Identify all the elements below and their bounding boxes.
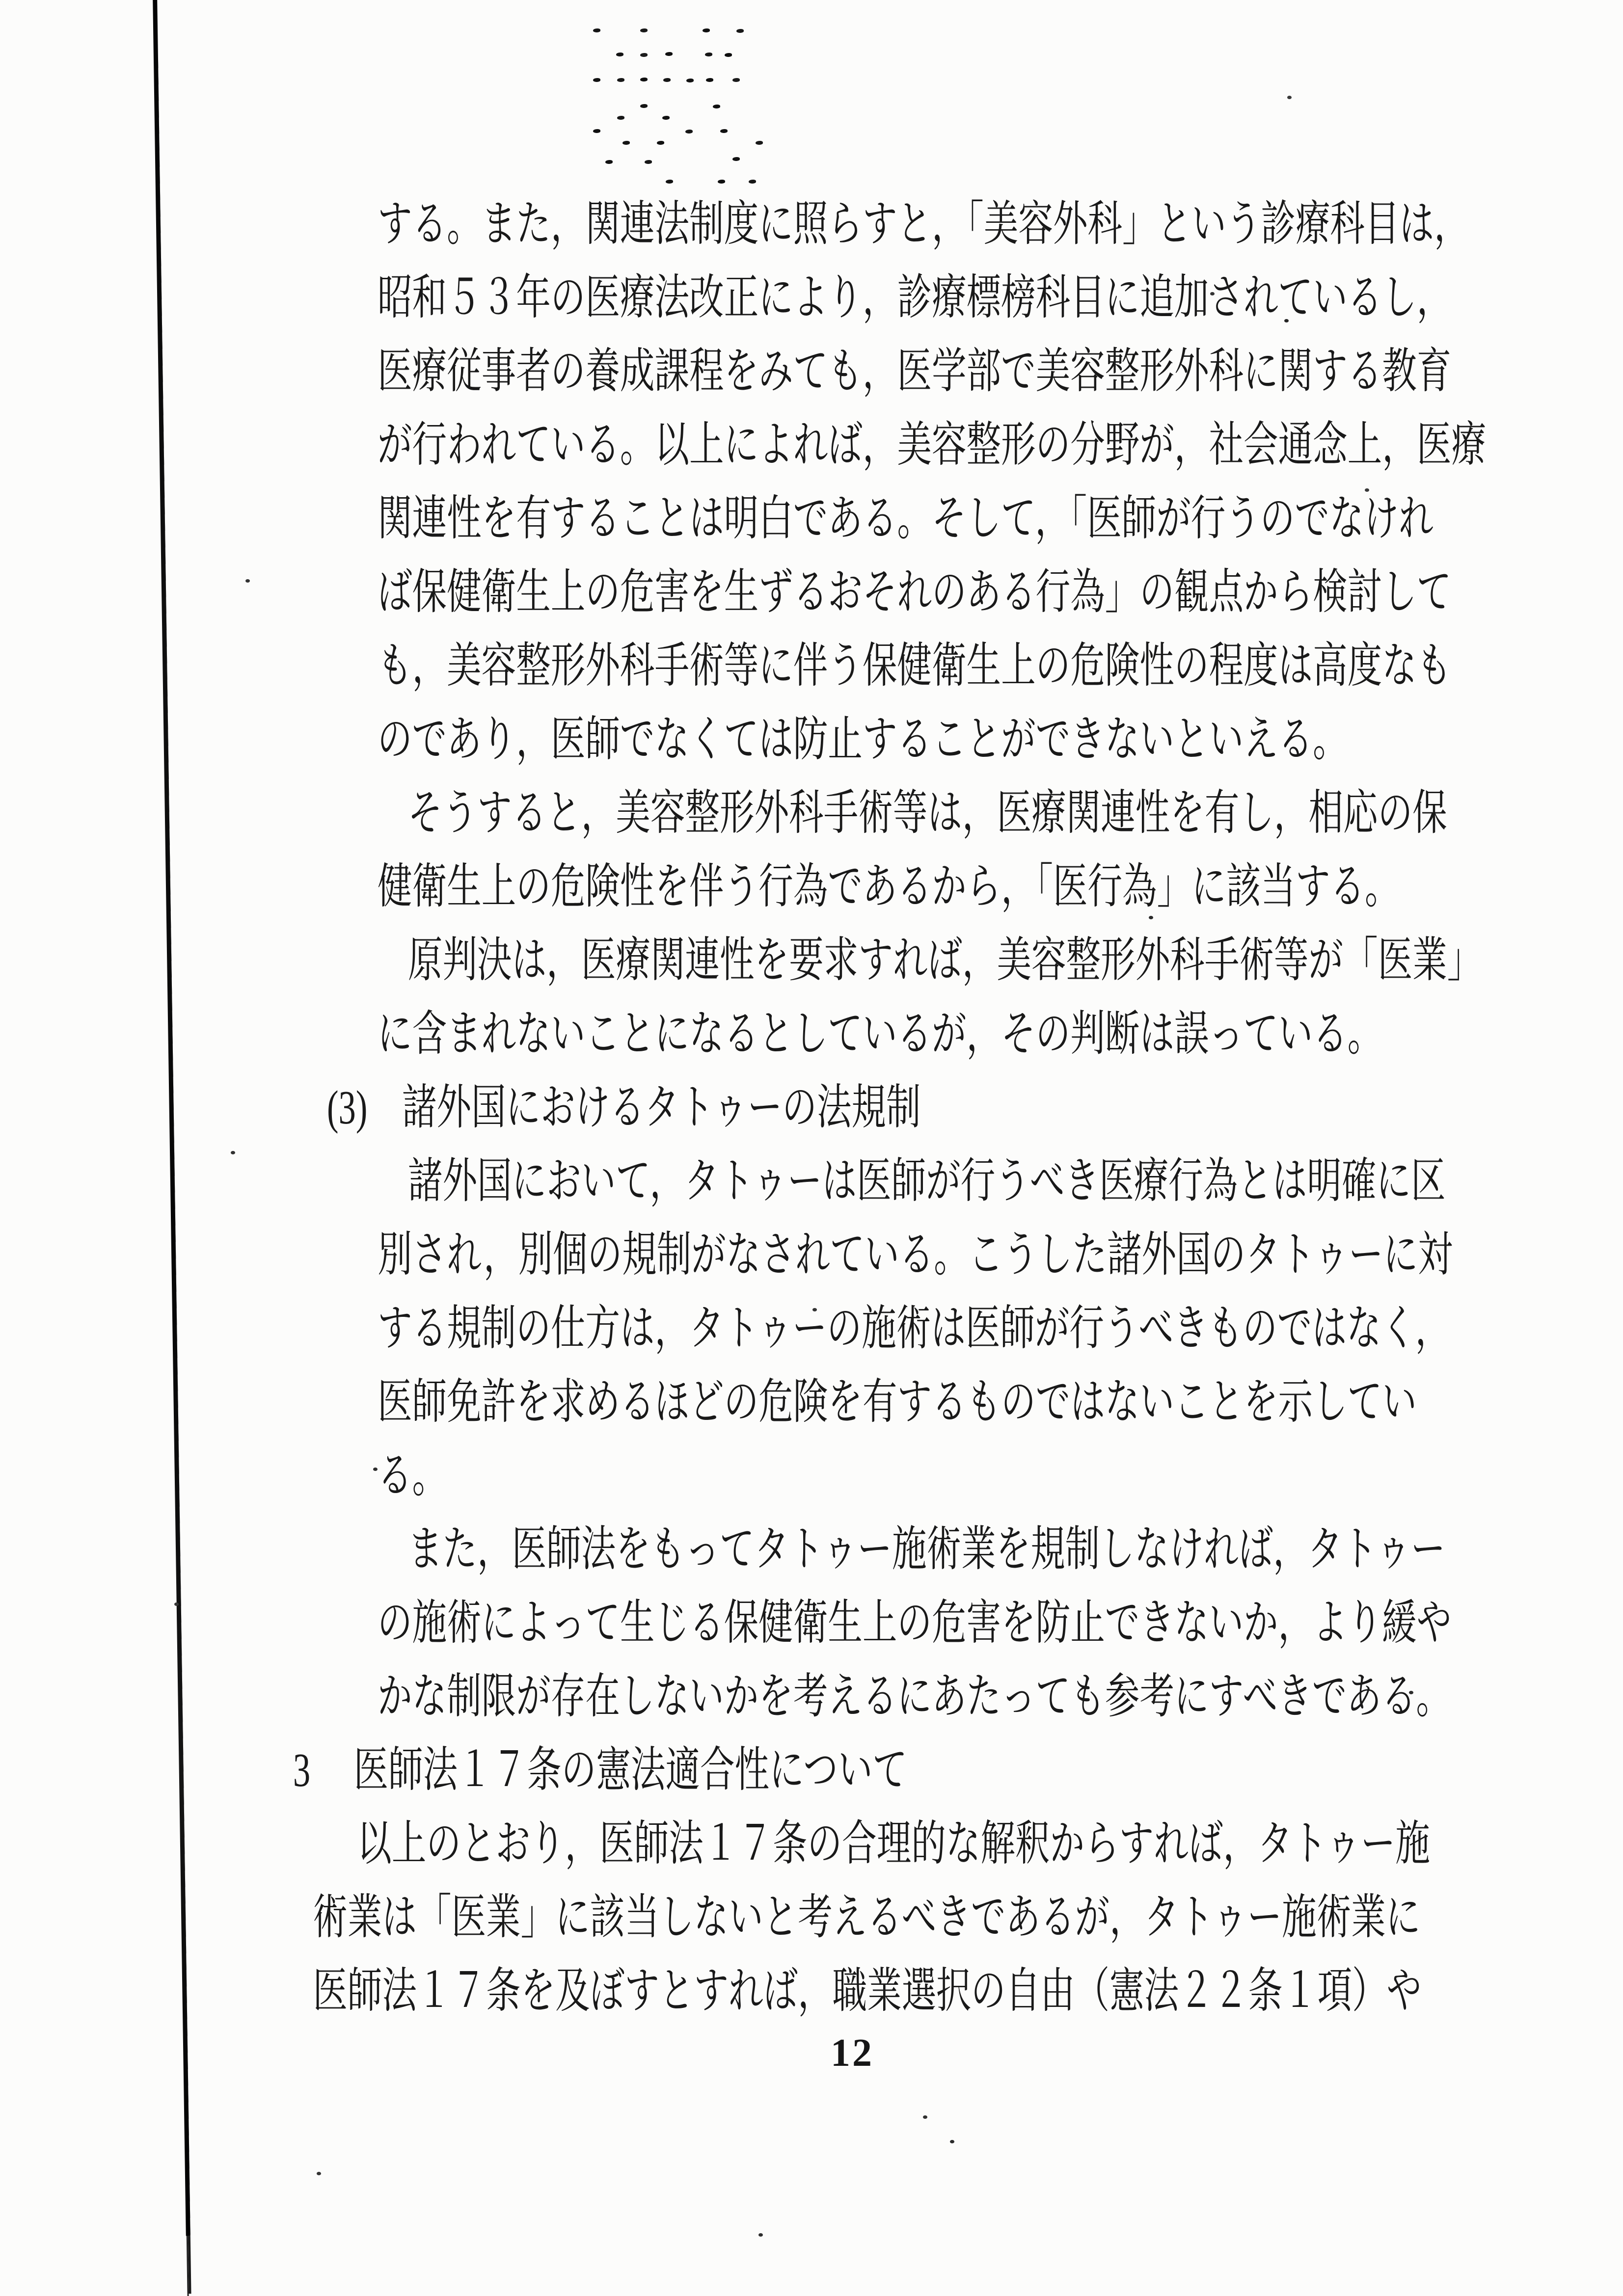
text-line: 昭和５３年の医療法改正により，診療標榜科目に追加されているし， <box>378 271 1452 324</box>
text-line: 医師免許を求めるほどの危険を有するものではないことを示してい <box>378 1376 1417 1429</box>
text-line: そうすると，美容整形外科手術等は，医療関連性を有し，相応の保 <box>407 787 1447 840</box>
body-text-block <box>293 187 1523 2028</box>
text-line: 原判決は，医療関連性を要求すれば，美容整形外科手術等が「医業」 <box>407 934 1482 987</box>
text-line: また，医師法をもってタトゥー施術業を規制しなければ，タトゥー <box>407 1523 1446 1576</box>
text-line: が行われている。以上によれば，美容整形の分野が，社会通念上，医療 <box>378 419 1486 472</box>
text-line: ば保健衛生上の危害を生ずるおそれのある行為」の観点から検討して <box>378 566 1452 619</box>
text-line: 諸外国において，タトゥーは医師が行うべき医療行為とは明確に区 <box>407 1155 1446 1208</box>
text-line: かな制限が存在しないかを考えるにあたっても参考にすべきである。 <box>378 1670 1451 1723</box>
text-line: 以上のとおり，医師法１７条の合理的な解釈からすれば，タトゥー施 <box>357 1817 1430 1870</box>
text-line: る。 <box>378 1449 447 1502</box>
text-line: のであり，医師でなくては防止することができないといえる。 <box>378 713 1348 766</box>
text-line: する規制の仕方は，タトゥーの施術は医師が行うべきものではなく， <box>378 1302 1450 1355</box>
scan-noise-dots <box>593 28 600 32</box>
text-line: の施術によって生じる保健衛生上の危害を防止できないか，より緩や <box>378 1597 1452 1650</box>
text-line: 関連性を有することは明白である。そして，「医師が行うのでなけれ <box>378 492 1434 545</box>
text-line: も，美容整形外科手術等に伴う保健衛生上の危険性の程度は高度なも <box>378 640 1452 693</box>
page-number: 12 <box>831 2031 874 2075</box>
text-line: 別され，別個の規制がなされている。こうした諸外国のタトゥーに対 <box>378 1228 1453 1281</box>
text-line: 医療従事者の養成課程をみても，医学部で美容整形外科に関する教育 <box>378 345 1452 398</box>
photocopy-edge-artifact <box>153 0 190 2236</box>
text-line: 3 医師法１７条の憲法適合性について <box>293 1744 907 1797</box>
text-line: する。また，関連法制度に照らすと，「美容外科」という診療科目は， <box>378 198 1469 251</box>
text-line: に含まれないことになるとしているが，その判断は誤っている。 <box>378 1008 1382 1061</box>
text-line: 医師法１７条を及ぼすとすれば，職業選択の自由（憲法２２条１項）や <box>313 1965 1422 2018</box>
text-line: 術業は「医業」に該当しないと考えるべきであるが，タトゥー施術業に <box>313 1891 1421 1944</box>
text-line: 健衛生上の危険性を伴う行為であるから，「医行為」に該当する。 <box>378 860 1400 913</box>
text-line: (3) 諸外国におけるタトゥーの法規制 <box>327 1081 921 1134</box>
